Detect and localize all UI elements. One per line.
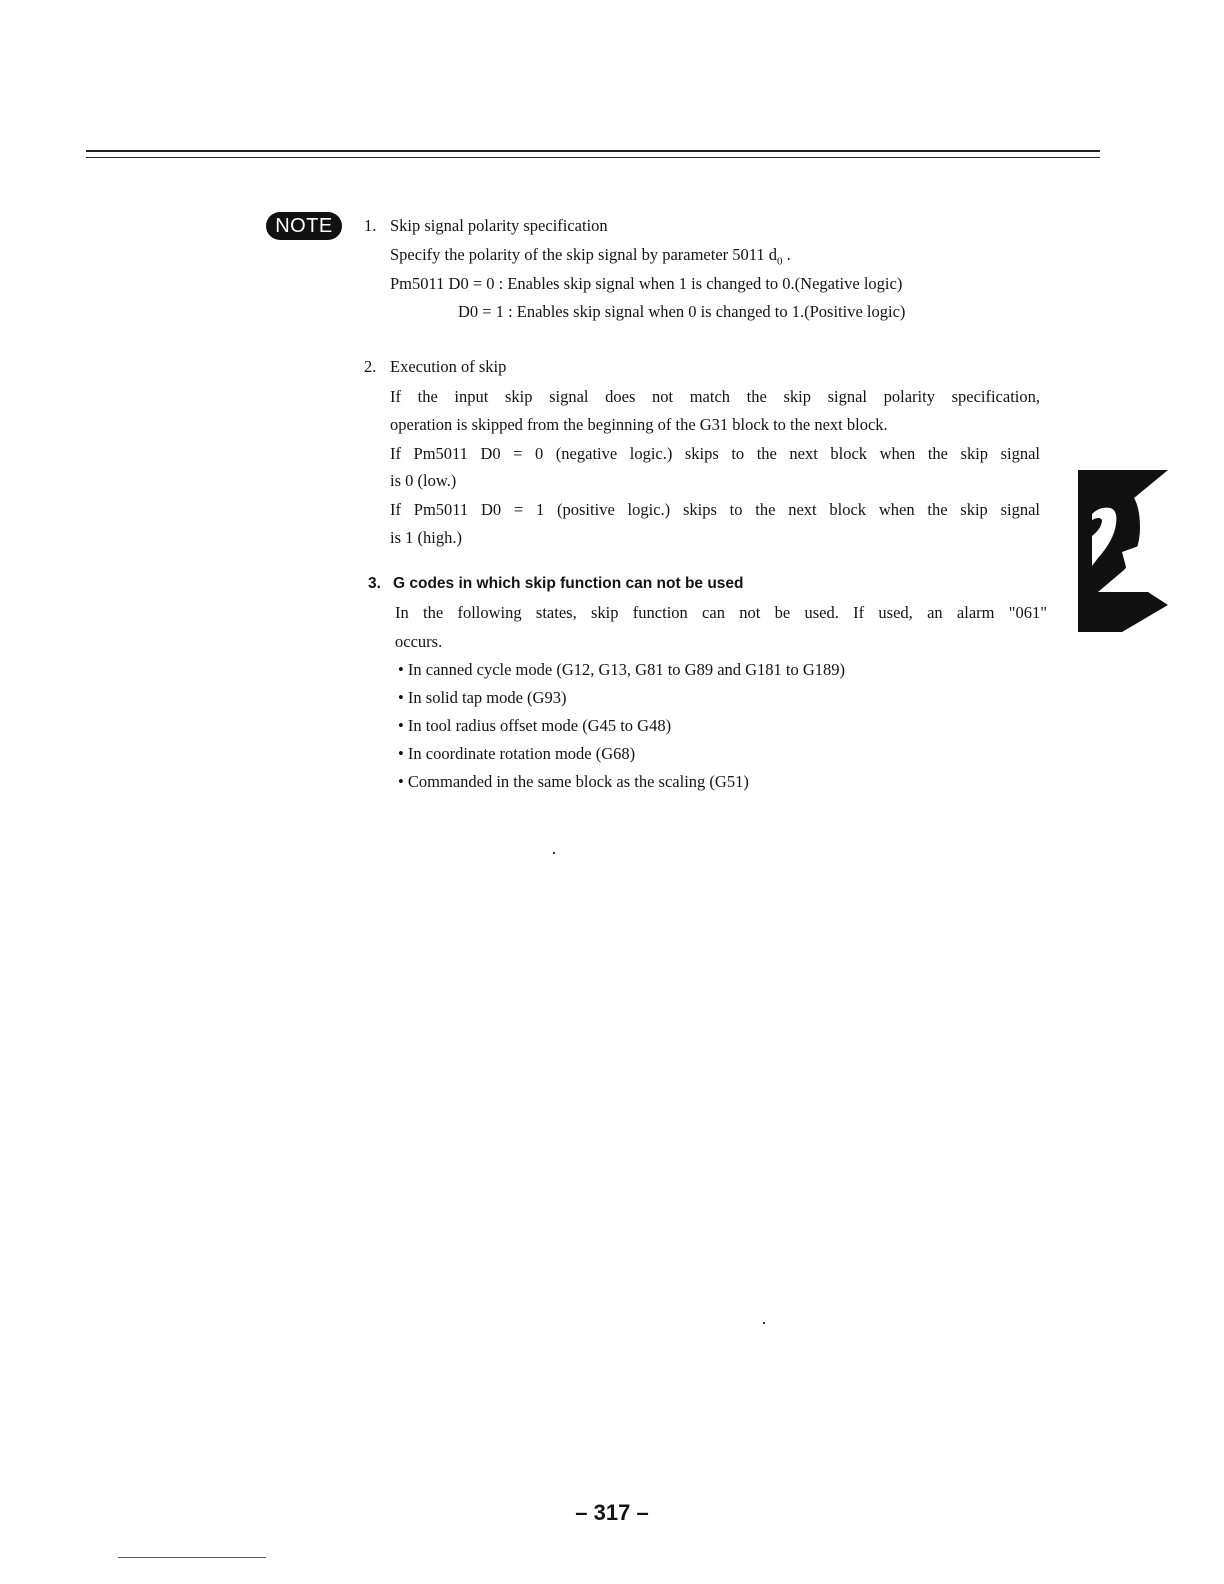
item-1-pm-line-2: D0 = 1 : Enables skip signal when 0 is changed to 1.(Positive logic) [458, 302, 906, 321]
speck [553, 852, 555, 854]
item-3-number: 3. [368, 575, 381, 592]
item-1-heading: Skip signal polarity specification [390, 216, 608, 235]
item-2-line-4: is 0 (low.) [390, 471, 457, 490]
speck [763, 1322, 765, 1324]
bullet-item: • In tool radius offset mode (G45 to G48) [398, 716, 672, 735]
item-3-line-1: In the following states, skip function can not be used. If used, an alarm "061" [395, 603, 1047, 622]
item-2-line-5: If Pm5011 D0 = 1 (positive logic.) skips to the next block when the skip signal [390, 500, 1040, 519]
bullet-item: • In coordinate rotation mode (G68) [398, 744, 636, 763]
item-2-line-3: If Pm5011 D0 = 0 (negative logic.) skips to the next block when the skip signal [390, 444, 1040, 463]
item-2-line-1: If the input skip signal does not match the skip signal polarity specification, [390, 387, 1040, 406]
item-3-heading: G codes in which skip function can not be used [393, 575, 744, 592]
item-1-pm-line-1: Pm5011 D0 = 0 : Enables skip signal when 1 is changed to 0.(Negative logic) [390, 274, 903, 293]
item-2-heading: Execution of skip [390, 357, 507, 376]
item-2-line-2: operation is skipped from the beginning of the G31 block to the next block. [390, 415, 888, 434]
page-number: – 317 – [575, 1500, 649, 1525]
header-rule-thick [86, 150, 1100, 152]
note-badge: NOTE [266, 212, 342, 240]
header-rule-thin [86, 157, 1100, 158]
footer-rule [118, 1557, 266, 1558]
item-3-line-2: occurs. [395, 632, 443, 651]
bullet-item: • In solid tap mode (G93) [398, 688, 567, 707]
bullet-item: • Commanded in the same block as the scaling (G51) [398, 772, 749, 791]
item-2-number: 2. [364, 357, 377, 376]
chapter-tab-icon [1078, 470, 1168, 632]
item-2-line-6: is 1 (high.) [390, 528, 462, 547]
bullet-item: • In canned cycle mode (G12, G13, G81 to G89 and G181 to G189) [398, 660, 846, 679]
item-1-number: 1. [364, 216, 377, 235]
item-1-text: Specify the polarity of the skip signal by parameter 5011 $d_0$ . [390, 245, 791, 268]
